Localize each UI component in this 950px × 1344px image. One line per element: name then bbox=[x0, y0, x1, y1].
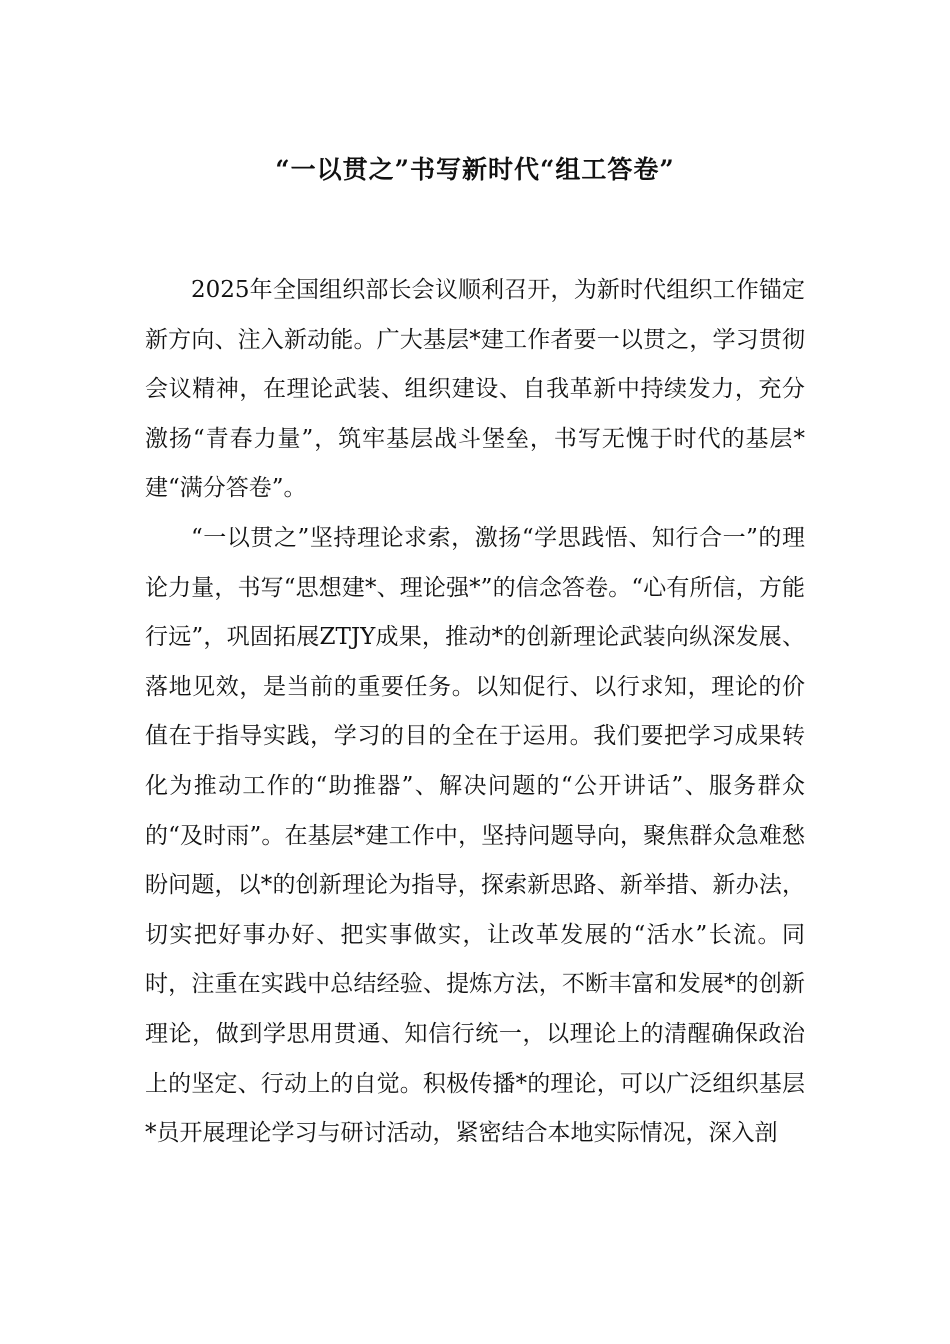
document-body bbox=[145, 266, 805, 1159]
paragraph-intro: 2025年全国组织部长会议顺利召开，为新时代组织工作锚定新方向、注入新动能。广大基层*建工作者要一以贯之，学习贯彻会议精神，在理论武装、组织建设、自我革新中持续发力，充分激扬“青春力量”，筑牢基层战斗堡垒，书写无愧于时代的基层*建“满分答卷”。 bbox=[145, 277, 805, 502]
paragraph-theory: “一以贯之”坚持理论求索，激扬“学思践悟、知行合一”的理论力量，书写“思想建*、理论强*”的信念答卷。“心有所信，方能行远”，巩固拓展ZTJY成果，推动*的创新理论武装向纵深发展、落地见效，是当前的重要任务。以知促行、以行求知，理论的价值在于指导实践，学习的目的全在于运用。我们要把学习成果转化为推动工作的“助推器”、解决问题的“公开讲话”、服务群众的“及时雨”。在基层*建工作中，坚持问题导向，聚焦群众急难愁盼问题，以*的创新理论为指导，探索新思路、新举措、新办法，切实把好事办好、把实事做实，让改革发展的“活水”长流。同时，注重在实践中总结经验、提炼方法，不断丰富和发展*的创新理论，做到学思用贯通、知信行统一，以理论上的清醒确保政治上的坚定、行动上的自觉。积极传播*的理论，可以广泛组织基层*员开展理论学习与研讨活动，紧密结合本地实际情况，深入剖 bbox=[145, 524, 805, 1147]
document-title: “一以贯之”书写新时代“组工答卷” bbox=[275, 155, 675, 184]
